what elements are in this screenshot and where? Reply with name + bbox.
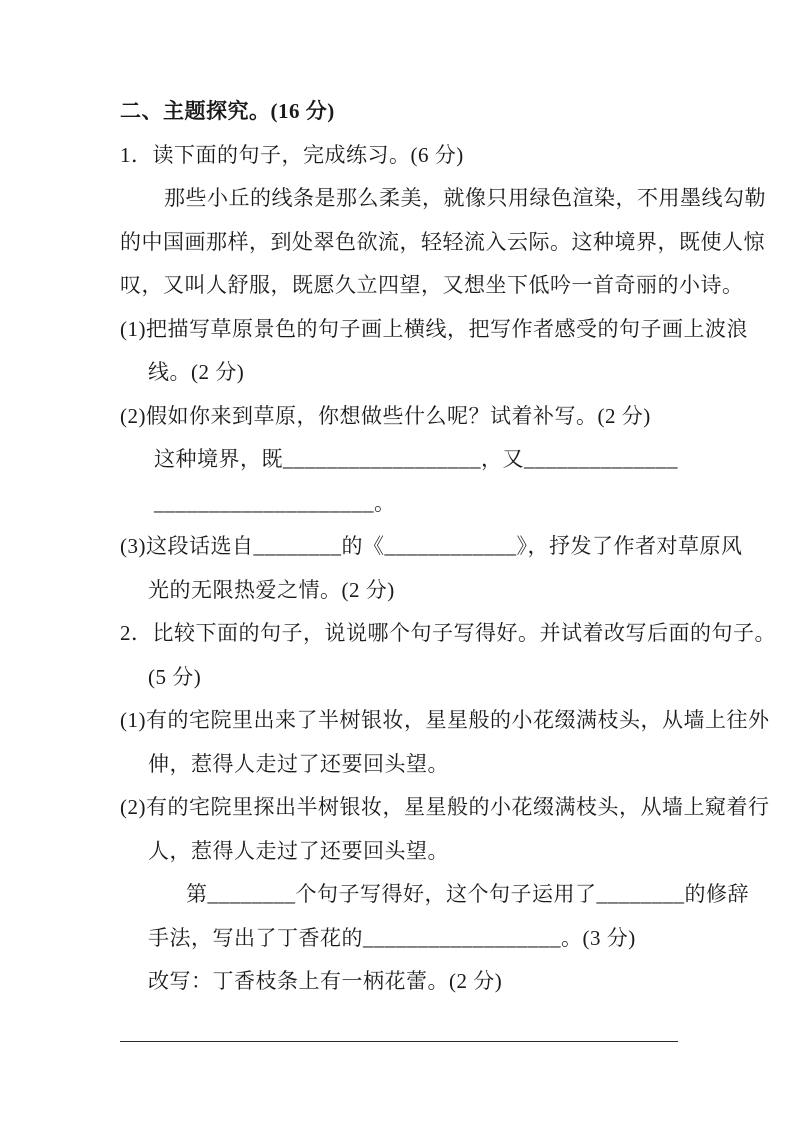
q2-answer-blank: 第________个句子写得好，这个句子运用了________的修辞 xyxy=(186,882,749,906)
q1-sub1-prompt: (1)把描写草原景色的句子画上横线，把写作者感受的句子画上波浪 xyxy=(120,316,748,341)
q2-rewrite-prompt: 改写：丁香枝条上有一柄花蕾。(2 分) xyxy=(148,969,503,993)
question-2-title: (5 分) xyxy=(148,664,202,689)
q2-sentence-1: (1)有的宅院里出来了半树银妆，星星般的小花缀满枝头，从墙上往外 xyxy=(120,708,770,732)
q1-sub1-prompt: 线。(2 分) xyxy=(148,360,245,384)
q1-sub2-answer-blank: 这种境界，既__________________，又______________ xyxy=(154,447,678,471)
section-heading: 二、主题探究。(16 分) xyxy=(120,99,335,123)
q1-sub3-prompt: 光的无限热爱之情。(2 分) xyxy=(148,577,395,602)
q1-sub2-prompt: (2)假如你来到草原，你想做些什么呢？试着补写。(2 分) xyxy=(120,403,651,428)
question-2-title: 2．比较下面的句子，说说哪个句子写得好。并试着改写后面的句子。 xyxy=(120,621,776,645)
q1-sub2-answer-blank: ____________________。 xyxy=(154,490,396,515)
question-1-title: 1．读下面的句子，完成练习。(6 分) xyxy=(120,142,464,167)
q2-sentence-2: (2)有的宅院里探出半树银妆，星星般的小花缀满枝头，从墙上窥着行 xyxy=(120,795,770,819)
q2-answer-blank: 手法，写出了丁香花的__________________。(3 分) xyxy=(148,925,636,950)
q2-sentence-1: 伸，惹得人走过了还要回头望。 xyxy=(148,751,449,776)
passage-line: 叹，又叫人舒服，既愿久立四望，又想坐下低吟一首奇丽的小诗。 xyxy=(120,273,744,297)
passage-line: 的中国画那样，到处翠色欲流，轻轻流入云际。这种境界，既使人惊 xyxy=(120,229,765,254)
passage-line: 那些小丘的线条是那么柔美，就像只用绿色渲染，不用墨线勾勒 xyxy=(164,186,766,210)
q1-sub3-prompt: (3)这段话选自________的《____________》，抒发了作者对草原风 xyxy=(120,534,743,558)
q2-sentence-2: 人，惹得人走过了还要回头望。 xyxy=(148,838,449,863)
answer-blank-line xyxy=(120,1010,678,1054)
